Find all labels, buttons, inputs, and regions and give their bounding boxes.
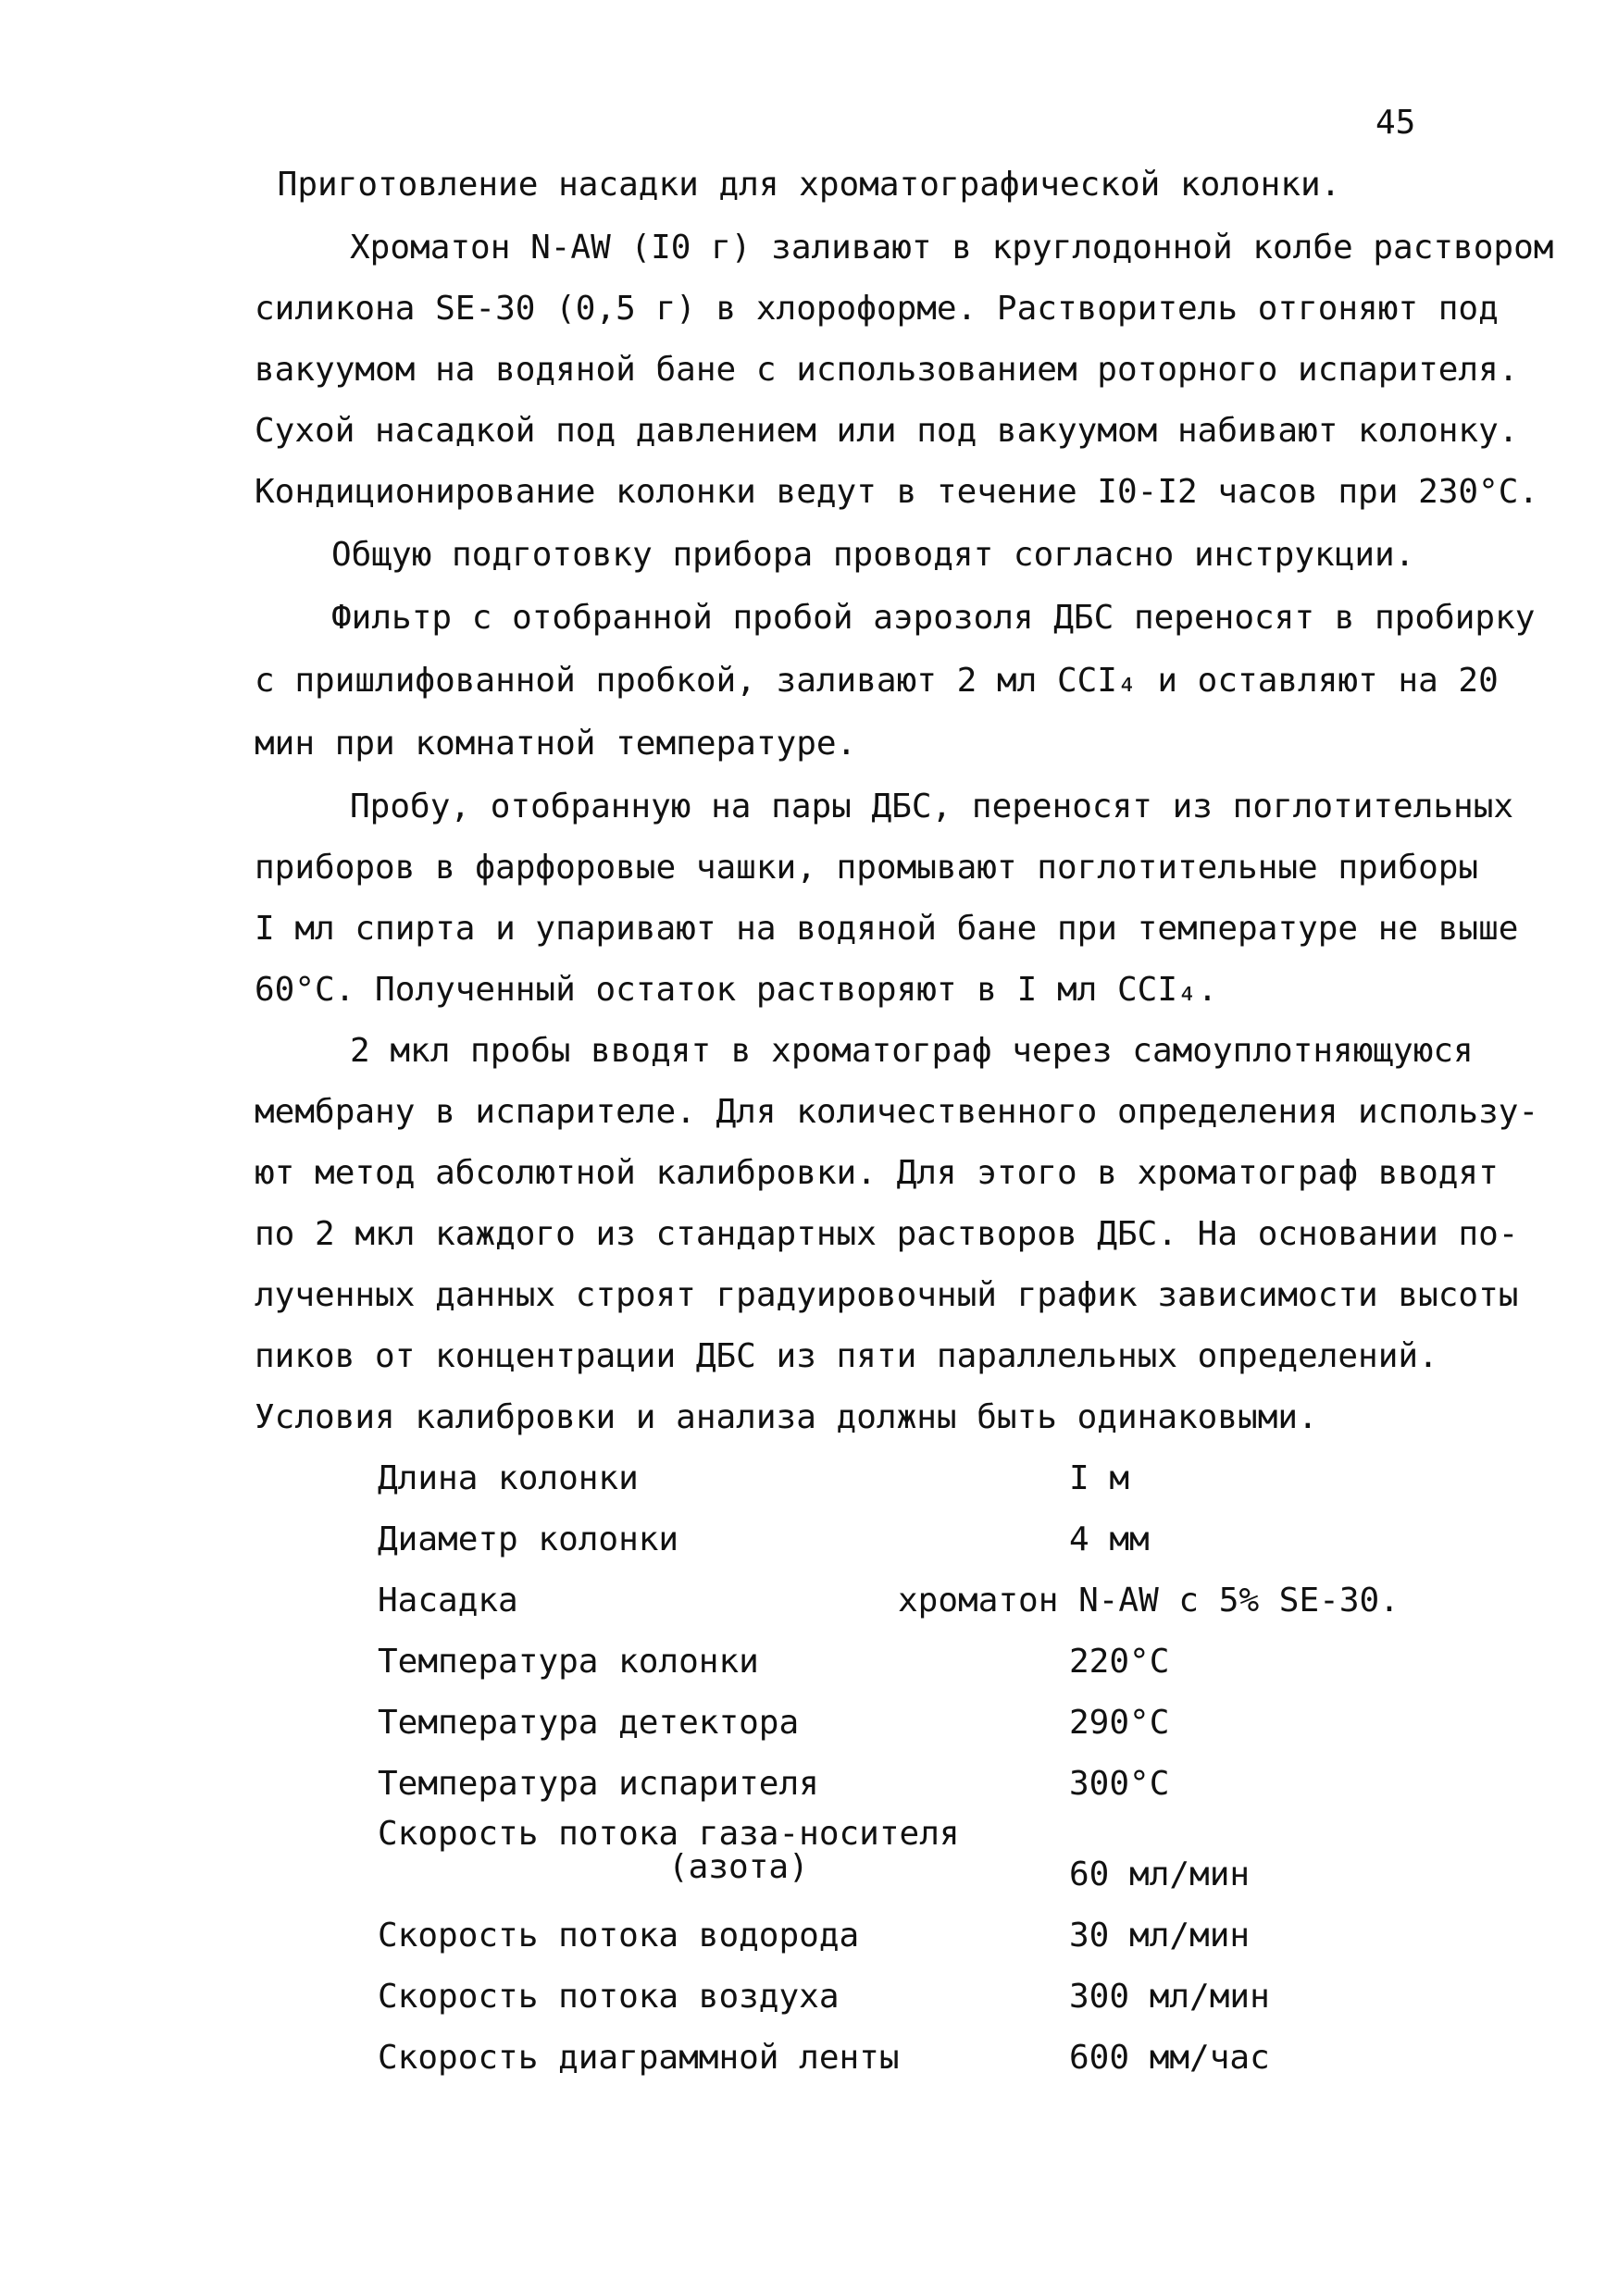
param-value: 30 мл/мин	[1069, 1917, 1251, 1955]
body-line: по 2 мкл каждого из стандартных растворов ДБС. На основании по-	[255, 1215, 1519, 1253]
param-label: Скорость потока газа-носителя	[378, 1815, 960, 1853]
body-line: Фильтр с отобранной пробой аэрозоля ДБС переносят в пробирку	[331, 599, 1536, 637]
param-value: I м	[1069, 1459, 1130, 1497]
param-label: Температура колонки	[378, 1643, 759, 1681]
param-value: 290°С	[1069, 1704, 1170, 1742]
body-line: пиков от концентрации ДБС из пяти параллельных определений.	[255, 1337, 1438, 1375]
body-line: 60°С. Полученный остаток растворяют в I мл CCI₄.	[255, 971, 1218, 1009]
param-value: 220°С	[1069, 1643, 1170, 1681]
body-line: Условия калибровки и анализа должны быть одинаковыми.	[255, 1398, 1318, 1436]
param-value: 300 мл/мин	[1069, 1978, 1270, 2016]
param-label-continuation: (азота)	[668, 1848, 809, 1886]
param-label: Длина колонки	[378, 1459, 639, 1497]
body-line: Общую подготовку прибора проводят согласно инструкции.	[331, 536, 1415, 574]
body-line: Хроматон N-AW (I0 г) заливают в круглодонной колбе раствором	[350, 229, 1554, 267]
param-label: Насадка	[378, 1582, 518, 1620]
param-label: Скорость потока водорода	[378, 1917, 860, 1955]
body-line: Кондиционирование колонки ведут в течение I0-I2 часов при 230°С.	[255, 473, 1539, 511]
page-number: 45	[1375, 104, 1416, 142]
body-line: мембрану в испарителе. Для количественного определения использу-	[255, 1093, 1539, 1131]
body-line: Сухой насадкой под давлением или под вакуумом набивают колонку.	[255, 412, 1519, 450]
body-line: 2 мкл пробы вводят в хроматограф через самоуплотняющуюся	[350, 1032, 1474, 1070]
section-title: Приготовление насадки для хроматографической колонки.	[277, 166, 1341, 204]
param-label: Диаметр колонки	[378, 1520, 679, 1558]
param-value: 300°С	[1069, 1765, 1170, 1803]
param-value: 600 мм/час	[1069, 2039, 1270, 2077]
body-line: силикона SE-30 (0,5 г) в хлороформе. Растворитель отгоняют под	[255, 290, 1499, 328]
param-label: Скорость потока воздуха	[378, 1978, 840, 2016]
body-line: вакуумом на водяной бане с использованием роторного испарителя.	[255, 351, 1519, 389]
body-line: I мл спирта и упаривают на водяной бане при температуре не выше	[255, 910, 1519, 948]
param-value: 4 мм	[1069, 1520, 1150, 1558]
param-label: Температура детектора	[378, 1704, 800, 1742]
body-line: приборов в фарфоровые чашки, промывают поглотительные приборы	[255, 849, 1479, 887]
body-line: мин при комнатной температуре.	[255, 725, 857, 763]
body-line: ют метод абсолютной калибровки. Для этого в хроматограф вводят	[255, 1154, 1499, 1192]
param-value: хроматон N-AW с 5% SE-30.	[898, 1582, 1400, 1620]
param-value: 60 мл/мин	[1069, 1855, 1251, 1893]
body-line: Пробу, отобранную на пары ДБС, переносят из поглотительных	[350, 788, 1514, 825]
param-label: Скорость диаграммной ленты	[378, 2039, 900, 2077]
body-line: с пришлифованной пробкой, заливают 2 мл CCI₄ и оставляют на 20	[255, 662, 1499, 700]
body-line: лученных данных строят градуировочный график зависимости высоты	[255, 1276, 1519, 1314]
param-label: Температура испарителя	[378, 1765, 819, 1803]
